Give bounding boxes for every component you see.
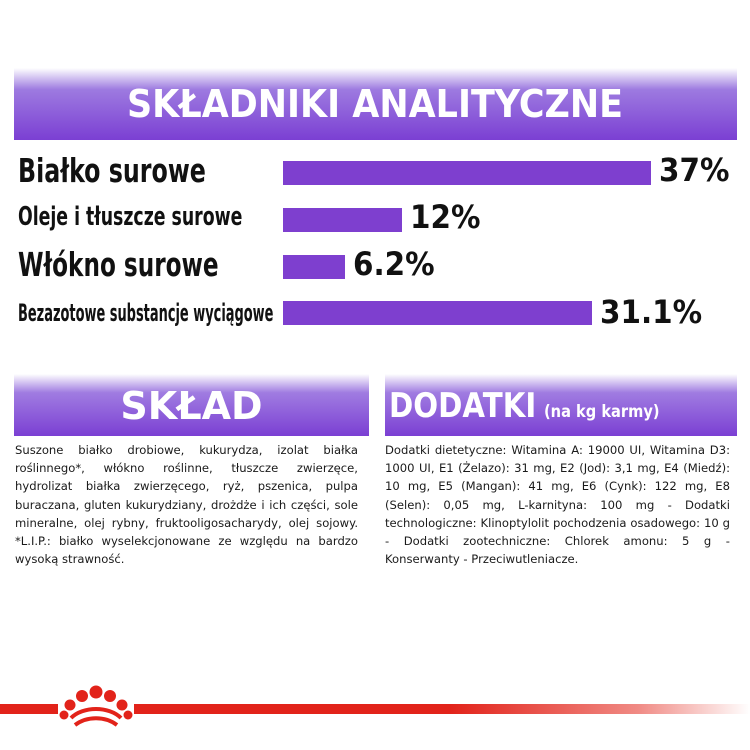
nutrient-label: Bezazotowe substancje wyciągowe bbox=[18, 299, 274, 327]
nutrient-bar bbox=[283, 208, 402, 232]
nutrient-value: 12% bbox=[410, 198, 481, 236]
nutrient-row-fibre bbox=[0, 247, 750, 287]
nutrient-row-protein bbox=[0, 153, 750, 193]
composition-text: Suszone białko drobiowe, kukurydza, izolat białka roślinnego*, włókno roślinne, tłuszcze zwierzęce, hydrolizat białka zwierzęcego, ryż, pszenica, pulpa buraczana, gluten kukurydziany, drożdże i ich części, sole mineralne, olej rybny, fruktooligosacharydy, olej sojowy. *L.I.P.: białko wyselekcjonowane ze względu na bardzo wysoką strawność. bbox=[15, 443, 358, 567]
nutrient-value: 31.1% bbox=[600, 293, 703, 331]
composition-title: SKŁAD bbox=[120, 384, 263, 428]
additives-title-group bbox=[389, 376, 734, 436]
additives-text: Dodatki dietetyczne: Witamina A: 19000 UI, Witamina D3: 1000 UI, E1 (Żelazo): 31 mg, E2 (Jod): 3,1 mg, E4 (Miedź): 10 mg, E5 (Mangan): 41 mg, E6 (Cynk): 122 mg, E8 (Selen): 0,05 mg, L-karnityna: 100 mg - Dodatki technologiczne: Klinoptylolit pochodzenia osadowego: 10 g - Dodatki zootechniczne: Chlorek amonu: 5 g - Konserwanty - Przeciwutleniacze. bbox=[385, 443, 730, 567]
crown-icon bbox=[58, 682, 134, 734]
nutrient-label: Białko surowe bbox=[18, 151, 206, 190]
nutrient-row-fat bbox=[0, 200, 750, 240]
analytical-title: SKŁADNIKI ANALITYCZNE bbox=[126, 82, 624, 126]
nutrient-label: Oleje i tłuszcze surowe bbox=[18, 202, 243, 232]
additives-subtitle: (na kg karmy) bbox=[544, 402, 660, 422]
nutrient-row-nfe bbox=[0, 295, 750, 335]
nutrient-bar bbox=[283, 255, 345, 279]
nutrient-value: 6.2% bbox=[352, 245, 435, 283]
nutrient-bar bbox=[283, 161, 651, 185]
additives-title: DODATKI bbox=[389, 386, 537, 426]
nutrient-value: 37% bbox=[659, 151, 730, 189]
nutrient-bar bbox=[283, 301, 592, 325]
nutrient-label: Włókno surowe bbox=[18, 245, 219, 284]
